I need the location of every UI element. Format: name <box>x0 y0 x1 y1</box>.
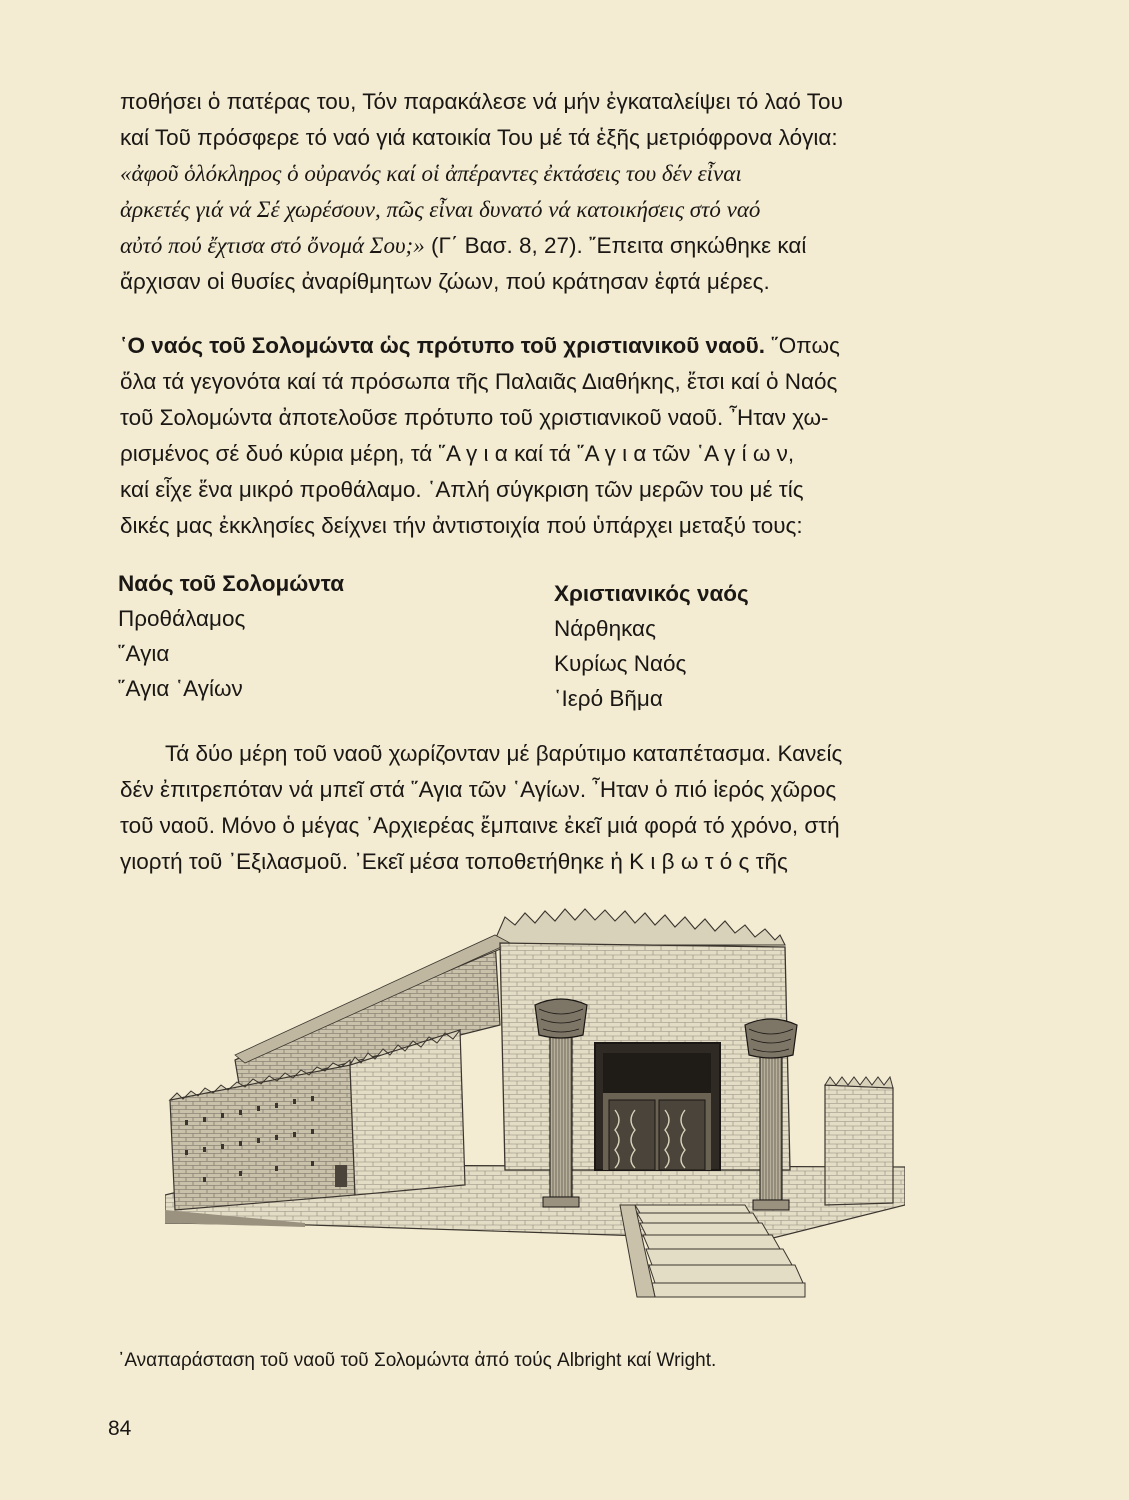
column-item: ῞Αγια ῾Αγίων <box>118 676 243 701</box>
right-side-wall <box>825 1085 893 1205</box>
comparison-table <box>118 566 978 716</box>
column-heading: Ναός τοῦ Σολομώντα <box>118 571 345 596</box>
quote-line: ἀρκετές γιά νά Σέ χωρέσουν, πῶς εἶναι δυνατό νά κατοικήσεις στό ναό <box>120 197 761 222</box>
section-heading: ῾Ο ναός τοῦ Σολομώντα ὡς πρότυπο τοῦ χριστιανικοῦ ναοῦ. <box>120 333 765 358</box>
bible-reference: (Γ΄ Βασ. 8, 27). ῎Επειτα σηκώθηκε καί <box>424 233 807 258</box>
text-line: δικές μας ἐκκλησίες δείχνει τήν ἀντιστοιχία πού ὑπάρχει μεταξύ τους: <box>120 513 803 538</box>
text-line: καί Τοῦ πρόσφερε τό ναό γιά κατοικία Του μέ τά ἑξῆς μετριόφρονα λόγια: <box>120 125 838 150</box>
quote-line: «ἀφοῦ ὁλόκληρος ὁ οὐρανός καί οἱ ἀπέραντες ἐκτάσεις του δέν εἶναι <box>120 161 742 186</box>
text-line: δέν ἐπιτρεπόταν νά μπεῖ στά ῞Αγια τῶν ῾Αγίων. ῏Ηταν ὁ πιό ἱερός χῶρος <box>120 777 837 802</box>
paragraph-temple-prototype <box>120 328 990 544</box>
figure-caption: ᾿Αναπαράσταση τοῦ ναοῦ τοῦ Σολομώντα ἀπό τούς Albright καί Wright. <box>118 1350 717 1371</box>
text-line: ὅλα τά γεγονότα καί τά πρόσωπα τῆς Παλαιᾶς Διαθήκης, ἔτσι καί ὁ Ναός <box>120 369 838 394</box>
paragraph-holy-of-holies <box>120 736 990 880</box>
column-solomon-temple <box>118 566 344 706</box>
page-number: 84 <box>108 1417 132 1440</box>
quote-end: αὐτό πού ἔχτισα στό ὄνομά Σου;» <box>120 233 425 258</box>
column-item: Νάρθηκας <box>554 616 656 641</box>
text-line: ποθήσει ὁ πατέρας του, Τόν παρακάλεσε νά μήν ἐγκαταλείψει τό λαό Του <box>120 89 843 114</box>
column-heading: Χριστιανικός ναός <box>554 581 749 606</box>
text-line: καί εἶχε ἕνα μικρό προθάλαμο. ῾Απλή σύγκριση τῶν μερῶν του μέ τίς <box>120 477 804 502</box>
paragraph-solomon-prayer <box>120 84 990 300</box>
text-line: γιορτή τοῦ ᾿Εξιλασμοῦ. ᾿Εκεῖ μέσα τοποθετήθηκε ἡ Κ ι β ω τ ό ς τῆς <box>120 849 788 874</box>
text-line: ἄρχισαν οἱ θυσίες ἀναρίθμητων ζώων, πού κράτησαν ἑφτά μέρες. <box>120 269 770 294</box>
text-line <box>120 228 990 264</box>
column-christian-church <box>554 576 749 716</box>
column-item: ῾Ιερό Βῆμα <box>554 686 663 711</box>
column-item: Κυρίως Ναός <box>554 651 687 676</box>
heading-continuation: ῞Οπως <box>765 333 840 358</box>
text-line: τοῦ ναοῦ. Μόνο ὁ μέγας ᾿Αρχιερέας ἔμπαινε ἐκεῖ μιά φορά τό χρόνο, στή <box>120 813 840 838</box>
lower-side-wing <box>170 1065 355 1210</box>
text-line <box>120 328 990 364</box>
column-item: Προθάλαμος <box>118 606 246 631</box>
text-line: τοῦ Σολομώντα ἀποτελοῦσε πρότυπο τοῦ χριστιανικοῦ ναοῦ. ῏Ηταν χω- <box>120 405 829 430</box>
temple-illustration <box>165 905 905 1325</box>
column-item: ῞Αγια <box>118 641 170 666</box>
text-line: Τά δύο μέρη τοῦ ναοῦ χωρίζονταν μέ βαρύτιμο καταπέτασμα. Κανείς <box>165 741 843 766</box>
text-line: ρισμένος σέ δυό κύρια μέρη, τά ῞Α γ ι α καί τά ῞Α γ ι α τῶν ῾Α γ ί ω ν, <box>120 441 795 466</box>
